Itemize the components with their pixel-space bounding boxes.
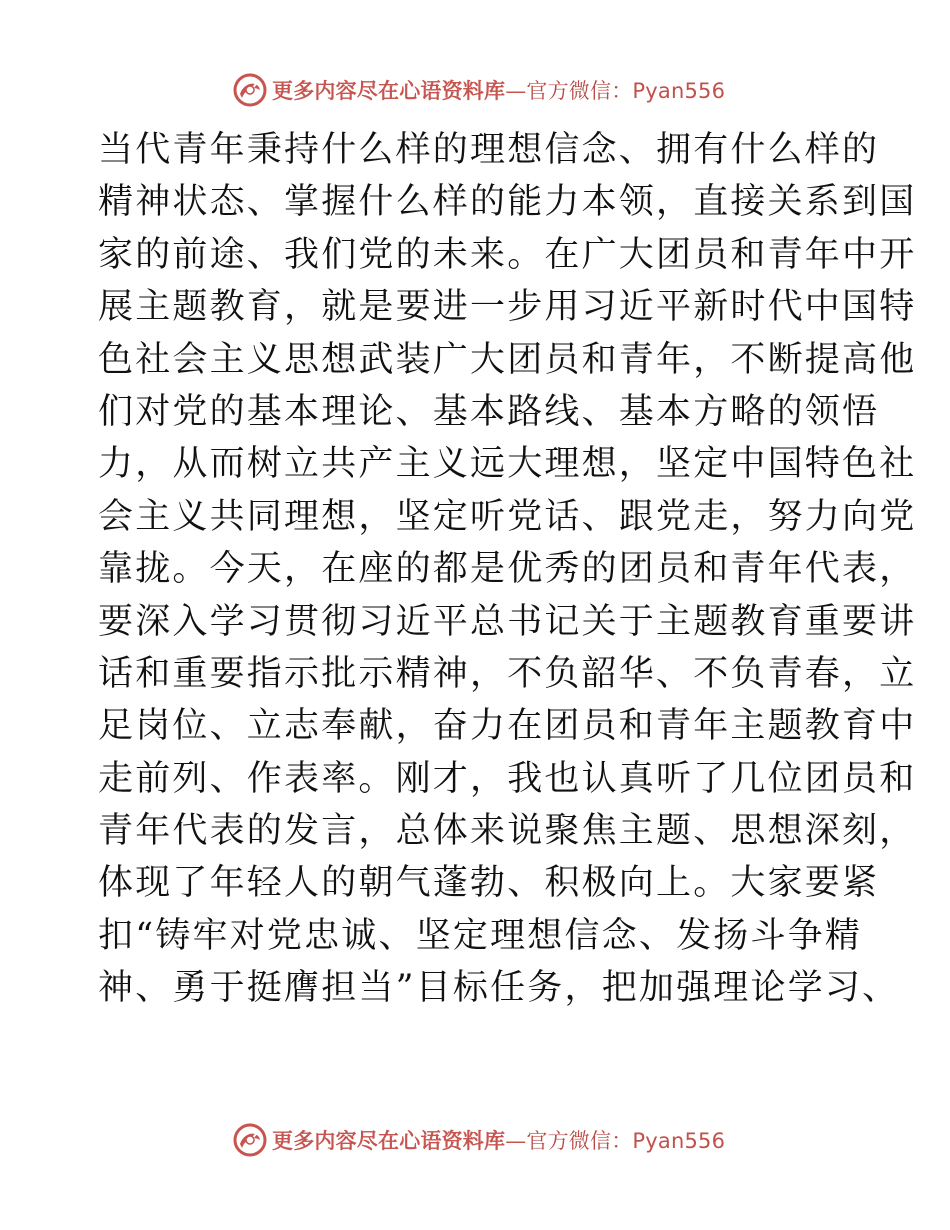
body-line: 神、勇于挺膺担当”目标任务，把加强理论学习、 xyxy=(98,968,900,1009)
body-line: 足岗位、立志奉献，奋力在团员和青年主题教育中 xyxy=(98,706,917,747)
body-line: 靠拢。今天，在座的都是优秀的团员和青年代表， xyxy=(98,549,917,590)
banner-main-text: 更多内容尽在心语资料库 xyxy=(272,1129,506,1153)
banner-wechat-id: Pyan556 xyxy=(632,79,726,103)
banner-dash: — xyxy=(505,79,527,103)
body-line: 话和重要指示批示精神，不负韶华、不负青春，立 xyxy=(98,653,917,694)
banner-wechat-label: 官方微信： xyxy=(526,1129,633,1153)
body-line: 们对党的基本理论、基本路线、基本方略的领悟 xyxy=(98,391,880,432)
body-line: 走前列、作表率。刚才，我也认真听了几位团员和 xyxy=(98,758,917,799)
body-line: 会主义共同理想，坚定听党话、跟党走，努力向党 xyxy=(98,496,917,537)
body-line: 扣“铸牢对党忠诚、坚定理想信念、发扬斗争精 xyxy=(98,915,863,956)
body-line: 要深入学习贯彻习近平总书记关于主题教育重要讲 xyxy=(98,601,917,642)
body-line: 当代青年秉持什么样的理想信念、拥有什么样的 xyxy=(98,130,880,170)
body-line: 力，从而树立共产主义远大理想，坚定中国特色社 xyxy=(98,444,917,485)
red-swirl-logo-icon xyxy=(232,72,268,108)
banner-wechat-id: Pyan556 xyxy=(632,1129,726,1153)
red-swirl-logo-icon xyxy=(232,1122,268,1158)
body-line: 色社会主义思想武装广大团员和青年，不断提高他 xyxy=(98,339,917,380)
banner-main-text: 更多内容尽在心语资料库 xyxy=(272,79,506,103)
body-line: 家的前途、我们党的未来。在广大团员和青年中开 xyxy=(98,234,917,275)
body-line: 青年代表的发言，总体来说聚焦主题、思想深刻， xyxy=(98,811,917,852)
banner-dash: — xyxy=(505,1129,527,1153)
body-line: 精神状态、掌握什么样的能力本领，直接关系到国 xyxy=(98,182,917,223)
header-banner xyxy=(232,70,732,110)
body-line: 体现了年轻人的朝气蓬勃、积极向上。大家要紧 xyxy=(98,863,880,904)
document-body xyxy=(98,124,917,1015)
body-line: 展主题教育，就是要进一步用习近平新时代中国特 xyxy=(98,287,917,328)
banner-wechat-label: 官方微信： xyxy=(526,79,633,103)
footer-banner xyxy=(232,1120,732,1160)
